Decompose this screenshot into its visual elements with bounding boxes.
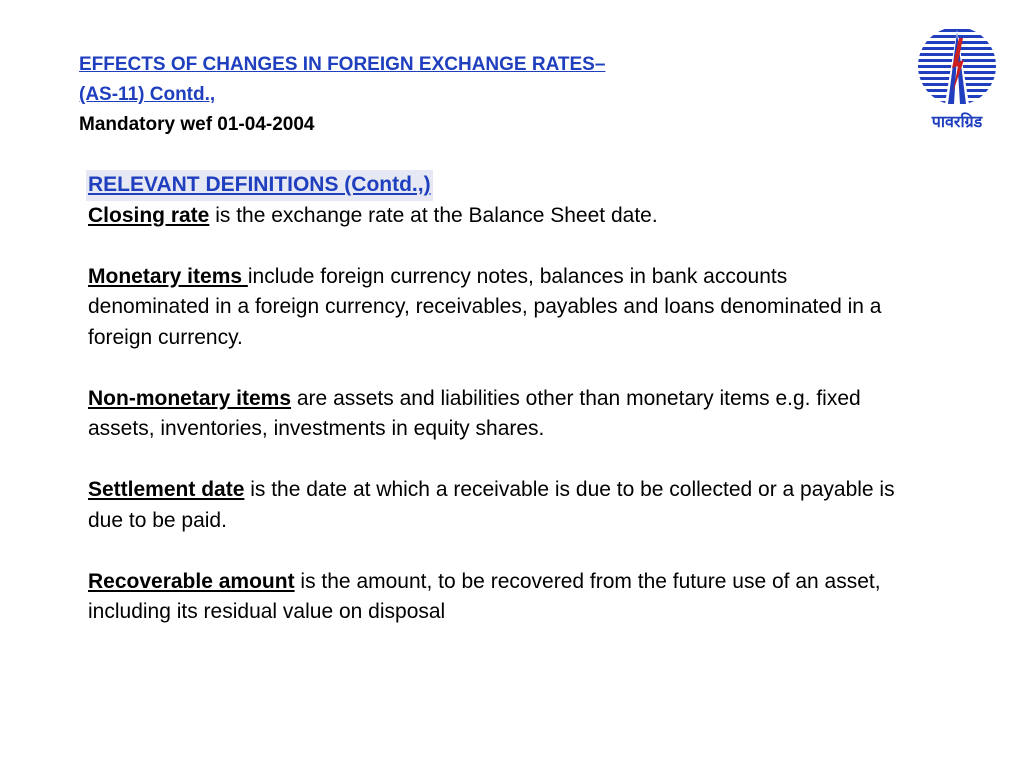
slide-title-line-1: EFFECTS OF CHANGES IN FOREIGN EXCHANGE RATES– bbox=[79, 54, 606, 75]
definition-closing-rate bbox=[88, 201, 903, 232]
definition-text: is the exchange rate at the Balance Sheet date. bbox=[209, 203, 658, 227]
powergrid-logo bbox=[912, 26, 1002, 136]
slide-title-line-2: (AS-11) Contd., bbox=[79, 84, 216, 105]
definitions-section bbox=[88, 170, 903, 628]
title-block bbox=[79, 50, 839, 140]
definition-term: Recoverable amount bbox=[88, 569, 295, 593]
definition-text: are assets and liabilities other than monetary items e.g. fixed assets, inventories, investments in equity shares. bbox=[88, 386, 861, 440]
definition-monetary-items bbox=[88, 262, 903, 354]
section-heading: RELEVANT DEFINITIONS (Contd.,) bbox=[86, 170, 433, 201]
definition-recoverable-amount bbox=[88, 567, 903, 628]
definition-term: Closing rate bbox=[88, 203, 210, 227]
definition-term: Non-monetary items bbox=[88, 386, 292, 410]
slide-subtitle: Mandatory wef 01-04-2004 bbox=[79, 114, 315, 135]
powergrid-emblem-icon bbox=[912, 26, 1002, 110]
definition-non-monetary-items bbox=[88, 384, 903, 445]
definition-text: is the amount, to be recovered from the future use of an asset, including its residual value on disposal bbox=[88, 569, 881, 623]
definition-term: Monetary items bbox=[88, 264, 248, 288]
definition-settlement-date bbox=[88, 475, 903, 536]
definition-text: is the date at which a receivable is due to be collected or a payable is due to be paid. bbox=[88, 478, 895, 532]
definition-text: include foreign currency notes, balances in bank accounts denominated in a foreign currency, receivables, payables and loans denominated in a foreign currency. bbox=[88, 264, 882, 349]
definition-term: Settlement date bbox=[88, 478, 245, 501]
logo-caption: पावरग्रिड bbox=[931, 112, 983, 131]
